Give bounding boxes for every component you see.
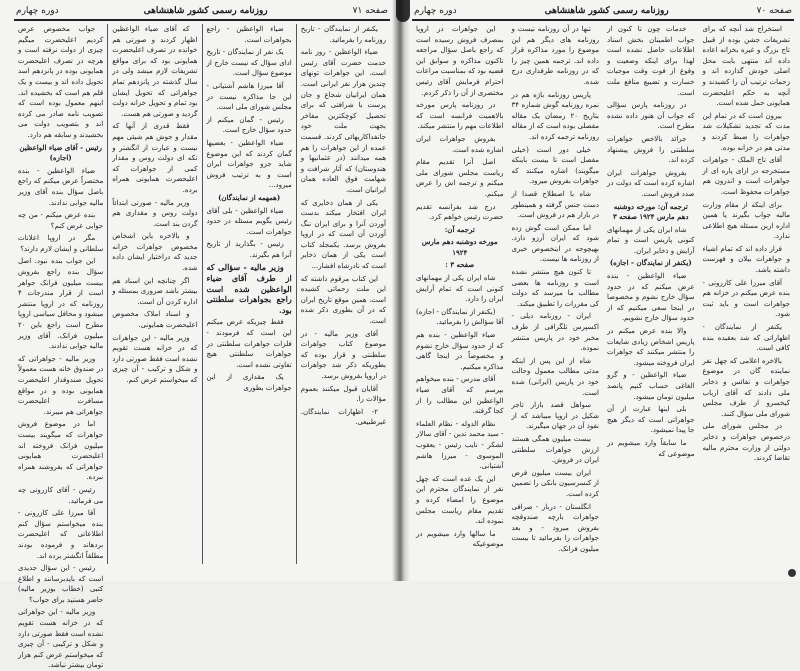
paragraph: آقا میرزا هاشم آشتیانی - این جا مذاکره نیست در مجلس شورای ملی است. [206,81,292,112]
paragraph: پاریس روزنامه باژه هم در نمره روزنامه گوش شماره ۳۴ بتاریخ ۲۰ رمضان یک مقاله مفصلی بوده است که از مقاله روزنامه ترجمه کرده اند. [511,90,600,141]
ink-blot [396,0,410,22]
paragraph: وزیر مالیه - این جواهراتی که در خزانه هست تقویم نشده است فقط صورتی دارد و شکل و ترکیبی - آن چیزی که میخواستم عرض کنم هزار تومان بیشتر نباشد. [18,608,104,670]
paragraph: استخراج شد آنچه که برای تشریفات جشن بوده از قبیل تاج بزرگ و غیره بخزانه اعاده داده اند منتهی بابت محل اصلی خودش گذارده اند و زحمات ترتیب آن را کشیدند و آنچه به حکم اعلیحضرت همایونی حمل شده است. [702,25,790,108]
paragraph: فقط قدری از آنها که مقدار و جوش هم شیئی مهم نیست و عبارت از انگشتر و تکه ای دولت روس و مقدار کمی از جواهرات که اعلیحضرت همایونی همراه برده. [112,122,198,194]
paragraph: وزیر مالیه - این جواهرات که در خزانه هست تقویم نشده است فقط صورتی دارد و شکل و ترکیب - آن چیزی که میخواستم عرض کنم. [112,333,198,384]
column-2 [203,24,297,564]
paragraph: و اسناد املاک مخصوص اعلیحضرت همایونی. [112,310,198,330]
paragraph: بیرون است که در تمام این مدت که تجدید تشکیلات شد جواهرات را ضبط کردند و مدتی هم در خزانه بوده. [702,111,790,152]
paragraph: وزیر مالیه - جواهراتی که در صندوق خانه هست معمولاً تحویل صندوقدار اعلیحضرت همایونی بوده و در مواقع مسافرت اعلیحضرت جواهراتی هم میبرند. [18,354,104,416]
paragraph: شاه ایران یکی از مهمانهای کنونی پاریس است و تمام آرایش و ذخایر ایران. [607,225,695,255]
newspaper-title: روزنامه رسمی کشور شاهنشاهی [143,6,268,16]
paragraph: ضیاء الواعظین - بعضیها گمان کردند که این موضوع شاید جزو جواهرات ایران است و به ترتیب فروش میرود... [206,138,292,190]
paragraph: خدمات چون تا کنون از جواب اطمینان بخش اسناد اطلاعات حاصل نشده است لهذا برای اینکه وضعیت و وقوع از فوت وقت موجبات خسارت و تضییع منافع ملت است. [607,25,695,97]
paragraph: این جواهرات در اروپا بمصرف فروش رسیده است که راجع باصل سؤال مراجعه تاکنون مذاکره و سوابق این قضیه بود که بمناسبت مراعات احترام فرمایش آقای رئیس مختصری از آن را ذکر کردم. [416,25,504,97]
left-page-header [14,6,390,18]
paragraph: آقای مدرس - بنده میخواهم بپرسم که آقای ضیاء الواعظین این مطالب را از کجا گرفته. [416,375,504,416]
paragraph: ضیاء الواعظین - راجع بجواهرات است. [206,25,292,44]
paragraph: و بالاخره باین اشخاص مخصوص جواهرات خزانه جدید که دراختیار ایشان داده شده. [112,232,198,273]
paragraph: این جواب بنده نبود. اصل سؤال بنده راجع بفروش بیست میلیون فرانک جواهر است از قرار مندرجات ۴ روزنامه که در اروپا منتشر میشود و محافل سیاسی اروپا مطرح است راجع باین ۲۰ میلیون فرانک. آقای وزیر مالیه جوابی ندادند. [18,257,104,351]
paragraph: ضیاء الواعظین - بلی آقای رئیس بگویم مسئله در حدود جواهرات است. [206,206,292,236]
column-1 [699,24,795,564]
paragraph: والا بنده عرض میکنم در پاریس اشخاص زیادی شایعات را منتشر میکنند که جواهرات ایران فروخته میشود. [607,327,695,367]
paragraph: بالاخره اعلامی که چهل نفر نماینده گان در موضوع جواهرات و نفائس و ذخایر ملی دادند که آقای ارباب کیخسرو از طرف مجلس شورای ملی سؤال کنند. [702,356,790,418]
paragraph: رئیس - آقای کازرونی چه می فرمائید. [18,485,104,505]
paragraph: رئیس - گمان میکنم از حدود سؤال خارج است. [206,115,292,135]
ink-mark [788,569,796,577]
paragraph: ترجمه آن: مورخه دوشنبه دهم مارس ۱۹۲۴ صفحه ۳ [612,201,689,222]
paragraph: ضیاء الواعظین - بنده عرض میکنم که در حدود سؤال خارج نشوم و مخصوصا در اینجا سعی میکنیم که از حدود سؤال خارج نشویم. [607,272,695,323]
paragraph: ۲- اظهارات نمایندگان. غیرطبیعی. [300,407,386,427]
left-page [0,0,400,670]
paragraph: (همهمه از نمایندگان) [218,192,281,202]
period-label: دوره چهارم [16,6,59,16]
paragraph: وزیر مالیه - سؤالی که از طرف آقای ضیاء الواعظین شده است راجع بجواهرات سلطنتی بود. [206,262,292,315]
paragraph: ضیاء الواعظین - بنده هم که از حدود سؤال خارج نشوم و مخصوصاً در اینجا گاهی مذاکره میکنیم. [416,331,504,371]
right-page [400,0,800,581]
paragraph: یکنفر از نمایندگان - اظهاراتی که شد بعقیده بنده کافی است. [702,323,790,353]
paragraph: آقای تاج الملک - جواهرات مستخرجه در ازای پاره ای از جواهرات است و اندرون هم جواهرات محفوظ است. [702,156,790,196]
paragraph: تنها در آن روزنامه نیست و روزنامه های دیگر هم این موضوع را مورد مذاکره قرار داده اند. ترجمه همین چیز را که در روزنامه طرفداری درج شده. [511,25,599,86]
period-label: دوره چهارم [414,6,457,16]
column-4 [14,24,108,670]
paragraph: شاه ایران یکی از مهمانهای کنونی است که تمام آرایش ایران را دارد. [416,274,504,304]
paragraph: بنده عرض میکنم - من چه جوابی عرض کنم؟ [18,211,104,230]
paragraph: بلی اینها عبارت از آن جواهراتی است که دیگر هیچ جا پیدا نمیشود. [607,405,695,435]
paragraph: یکی از همان ذخایری که ایران افتخار میکند بدست آوردن آنرا و برای ایران ننگ آوردن آن است که در اروپا بفروش برسد. یکمجلد کتاب است یکی از همان ذخایر است که نادرشاه افشار... [300,198,386,271]
paragraph: رئیس - این سؤال جدیدی است که بایدبرسانند و اطلاع کتبی (خطاب بوزیر مالیه) حاضر هستید برای جواب؟ [18,564,104,604]
column-2 [603,24,699,564]
paragraph: اگر چنانچه این اسناد هم بیشتر باشد ضروری بمسئله و اداره کردن آن است. [112,276,198,306]
paragraph: برای اینکه از مقام وزارت مالیه جواب بگیرند یا همین اداره ازین مسئله هیچ اطلاعی ندارد. [702,200,790,241]
paragraph: ایران - روزنامه دیلی - اکسپرس تلگرافی از طرف مخبر خود در پاریس منتشر نموده. [511,312,599,353]
paragraph: اما در موضوع فروش جواهرات که میگویند بیست میلیون فرانک فروخته اند اعلیحضرت همایونی جواهراتی که بفروشند همراه نبرده. [18,420,104,482]
paragraph: یک مقداری از این جواهرات بطوری [206,373,292,392]
paragraph: ما سالها وارد میشویم در موضوعیکه [416,529,504,549]
right-page-header [412,6,794,18]
paragraph: فقط چیزیکه عرض میکنم این است که فرمودند - فلزات جواهرات سلطنتی در جواهرات سلطنتی هیچ تفاوتی نشده است. [206,318,292,369]
paragraph: این کتاب مرقوم داشته که این ملت زحماتی کشیده است. همین موقع تاریخ ایران که در آن بطوری ذکر شده است. [300,274,386,326]
paragraph: در روزنامه پارس مورخه بالاهمیت فرانسه است که اطلاعات مهم را منتشر میکند. [416,101,504,131]
paragraph: ما سابقاً وارد میشویم در موضوعی که [607,438,695,458]
paragraph: رئیس - آقای ضیاء الواعظین (اجازه) [19,142,102,163]
paragraph: آقا میرزا علی کازرونی - بنده میخواستم سؤال کنم اطلاعاتی که اعلیحضرت بردهاند و فرموده بودند مطلقاً انگشتر برده اند. [18,509,104,560]
paragraph: در روزنامه پارس سؤالی که جواب آن هنوز داده نشده مطرح است. [607,101,695,131]
paragraph: ترجمه آن: [444,224,475,234]
paragraph: (یکنفر از نمایندگان - اجازه) [609,258,692,268]
paragraph: شاه با اصطلاح قصدا از دست جنس گرفته و همینطور در بازار هم در فروش است. [511,189,599,220]
paragraph: بفروش جواهرات ایران اشاره شده است. [416,134,504,154]
paragraph: مگر در اروپا اعلانات سلطانی و ایشان لازم دارند؟ [18,234,104,253]
column-3 [508,24,604,564]
paragraph: درج شد بفرانسه تقدیم حضرت رئیس خواهم کرد. [416,202,504,222]
paragraph: ضیاء الواعظین - بنده مختصراً عرض میکنم که راجع باصل سؤال بنده آقای وزیر مالیه جوابی ندادند. [18,166,104,207]
column-3 [108,24,202,564]
right-page-columns [412,24,794,564]
paragraph: ایران بیست میلیون قرض از کنسرسیون بانکی را تضمین کرده است. [511,468,599,498]
paragraph: بیست میلیون همگی هستند ارزش جواهرات سلطنتی ایران در فروش. [511,434,599,465]
paragraph: که آقای ضیاء الواعظین اظهار کردند و صورتی هم خوانده در تصرف اعلیحضرت همایونی بود که برای مواقع تشریفات لازم میشد ولی در سال گذشته در پانزدهم تمام جواهراتی که تحویل ایشان بود تمام و تحویل خزانه دولت گردید و صورتی هم هست. [112,25,198,118]
paragraph: ضیاء الواعظین - روز نامه خدمت حضرت آقای رئیس است. این جواهرات تونهای چندین هزار نفر ایرانی است. همان ایرانیان شجاع و جان پرست با شرافتی که برای تحصیل کوچکترین مفاخر بجهت ملت خود جانفداکاریهائی کردند. قسمت عمده از این جواهرات را هم همه میدانند (در عثمانیها و هندوستان) که آثار شرافت و شهامت فوق العاده همان ایرانیان است. [300,48,386,194]
paragraph: صفحه ۳ : [445,260,475,270]
paragraph: خیلی دور است (خیلی مفصل است تا بیست باینکه میگویند) اشاره میکنند که جواهرات بفروش میرود. [511,145,599,186]
paragraph: آقای میرزا علی کازرونی - بنده عرض میکنم در خزانه هم جواهرات است و باید ثبت شود. [702,278,790,319]
paragraph: رئیس - بگذارید از تاریخ آنرا هم بگیرند. [206,240,292,259]
paragraph: مورخه دوشنبه دهم مارس ۱۹۲۴ [421,237,498,257]
header-rule [14,19,390,21]
paragraph: بفروش جواهرات ایران اشاره کرده است که دولت در صدد فروش است. [607,168,695,198]
paragraph: آقای وزیر مالیه - در موضوع کتاب جواهرات سلطنتی و قرار بوده که بطوریکه ذکر شد جواهرات در اروپا بفروش برسد. [300,329,386,380]
paragraph: جرائد بالاخص جواهرات سلطنتی را فروش پیشنهاد کرده اند. [607,134,695,165]
newspaper-title: روزنامه رسمی کشور شاهنشاهی [544,6,669,16]
column-1 [297,24,390,564]
paragraph: آقایان قبول میکنند بعموم مؤالات را. [300,384,386,404]
left-page-columns [14,24,390,670]
page-number: صفحه ۷۱ [352,6,388,16]
paragraph: انگلستان - دربار - صرافی جواهرات بارچه صندوقچه بفروش میرود - و بعد جواهرات را بفرمائید تا بیست میلیون فرانک. [511,502,599,553]
paragraph: جواب مخصوص عرض کردیم اعلیحضرت میگیم چیزی از دولت نرفته است و هرچه در تصرف اعلیحضرت همایونی بوده در پانزدهم اسد تحویل داده اند و بیست و یک قلم هم است که بخشیده اند. اینهم معمول بوده است که تصویب نامه صادر می کرده اند و بتصویب دولت می بخشیدند و سابقه هم دارد. [18,25,104,139]
paragraph: شاه از این پس از اینکه مدتی مطالب معمول وحالت خود در پاریس (ایرانی) شده است. [511,356,599,397]
paragraph: یکنفر از نمایندگان - تاریخ روزنامه را بفرمائید. [300,25,386,44]
page-number: صفحه ۷۰ [756,6,792,16]
header-rule [412,19,794,21]
paragraph: نظام الدوله - نظام العلماء - سید محمد تدین - آقای سالار لشکر - نایب رئیس - یعقوب الموسوی - میرزا هاشم آشتیانی. [416,419,504,471]
paragraph: قرار داده اند که تمام اشیاء و جواهرات بیلان و فهرست داشته باشد. [702,244,790,275]
paragraph: این یک عده است که چهل نفر از نمایندگان محترم این موضوع را امضاء کرده و تقدیم مقام ریاست مجلس نموده اند. [416,474,504,526]
column-4 [412,24,508,564]
paragraph: ضیاء الواعظین - و گرو الغاغی حساب کنیم پانصد میلیون تومان میشود. [607,371,695,401]
paragraph: تا کنون هیچ منتشر نشده است و روزنامه ها بعضی مطالب ما میرسد که دولت کی مقررات را تطبیق میکند. [511,268,599,308]
paragraph: سواهل قصد بازار تاجر شکیل در اروپا میباشد که از نفوذ آن در جهان میگیرند. [511,401,599,431]
paragraph: در مجلس شورای ملی درخصوص جواهرات و ذخایر دولتی از وزارت محترم مالیه تقاضا کردند. [702,422,790,463]
paragraph: یک نفر از نمایندگان - تاریخ ادای سؤال که نیست خارج از موضوع سؤال است. [206,48,292,78]
paragraph: وزیر مالیه - صورتی ابتدائاً دولت روس و مقداری هم گردن بند است. [112,198,198,228]
paragraph: اما ممکن است گوش زده شود که ایران آرزو دارد. بهیچوجه در اینخصوص خبری از روزنامه ها نیست. [511,223,599,264]
paragraph: (یکنفر از نمایندگان - اجازه) آقا سؤالش را بفرمائید. [416,307,504,327]
paragraph: اصل آنرا تقدیم مقام ریاست مجلس شورای ملی میکنم و ترجمه اش را عرض میکنم. [416,158,504,198]
